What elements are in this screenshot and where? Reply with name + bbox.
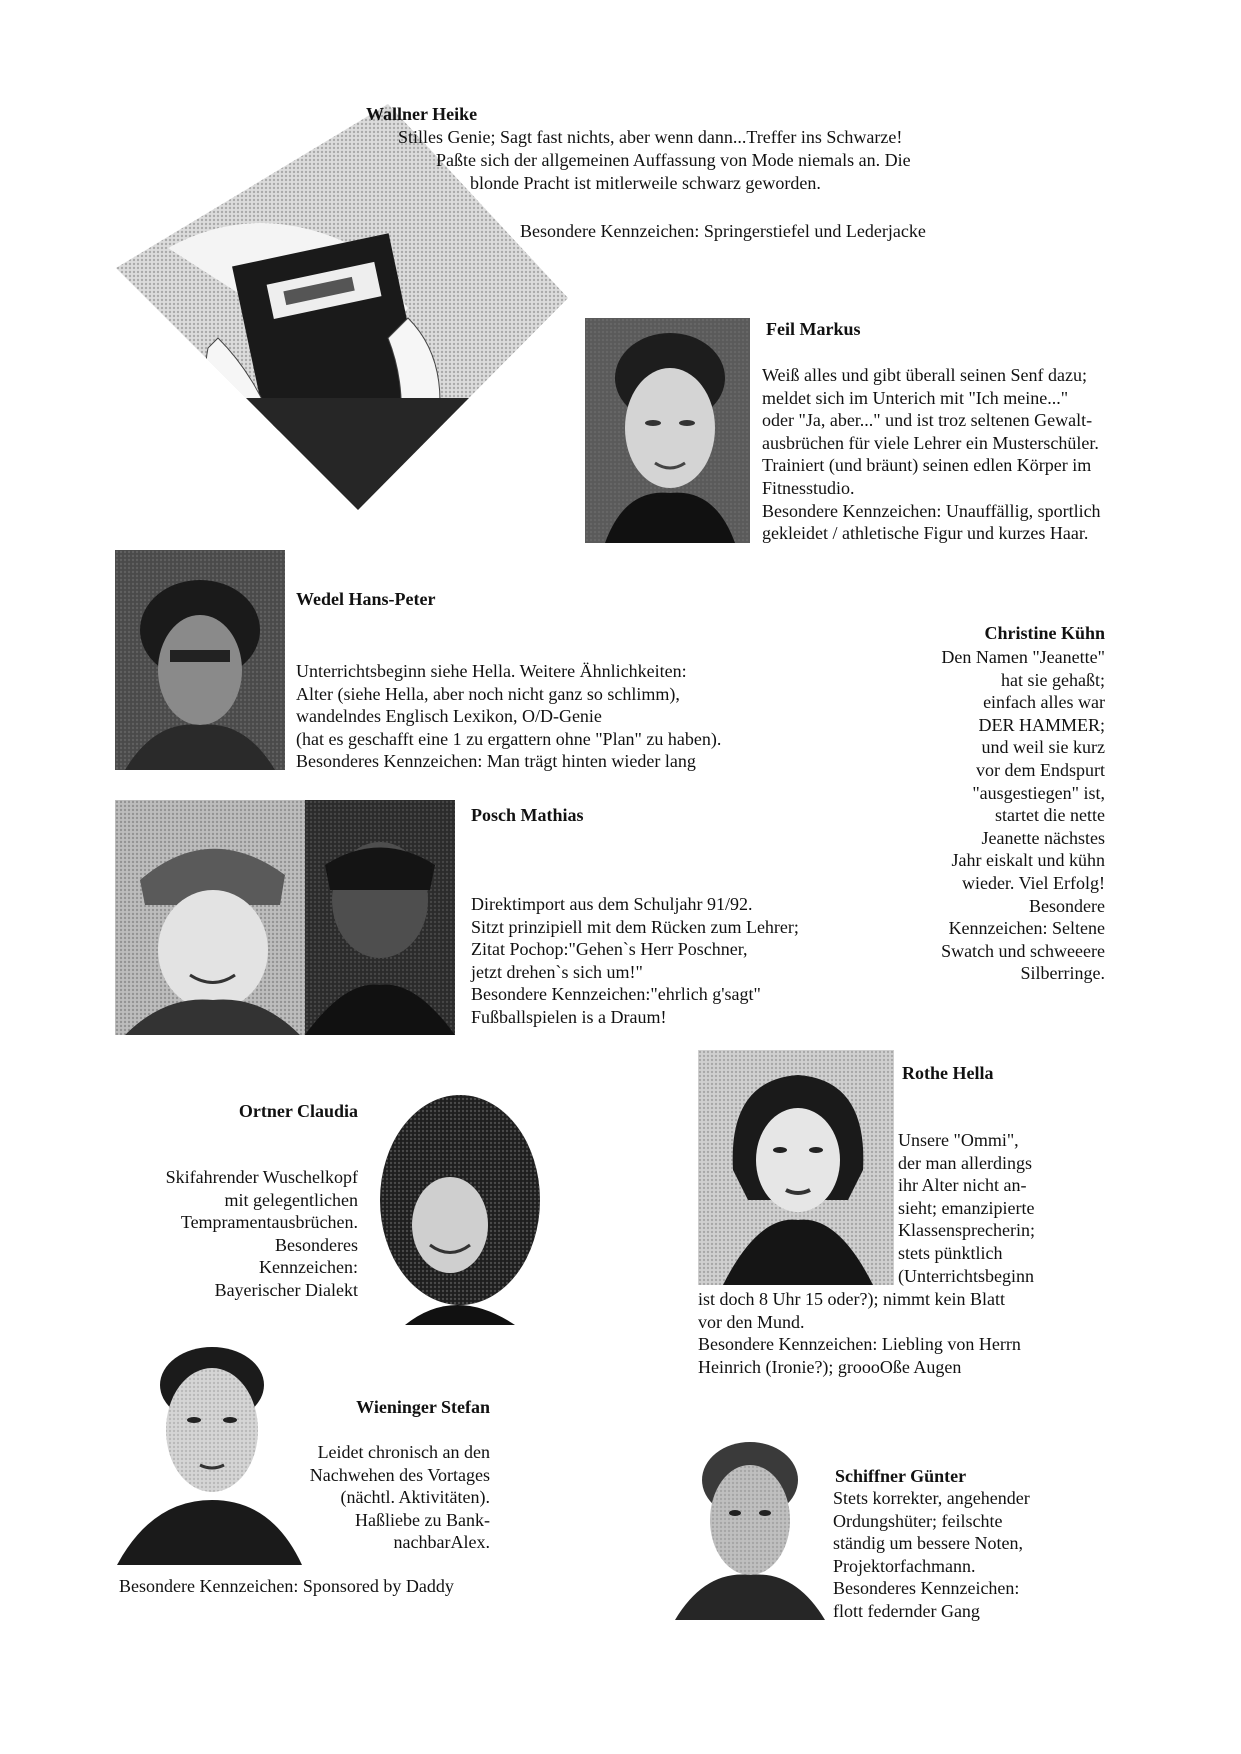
ortner-text [166,1166,358,1302]
text-line: Projektorfachmann. [833,1555,976,1576]
photo-wieninger-stefan [112,1325,307,1565]
text-line: Klassensprecherin; [898,1220,1035,1241]
text-line: startet die nette [995,805,1105,826]
text-line: wandelndes Englisch Lexikon, O/D-Genie [296,706,602,727]
text-line: mit gelegentlichen [224,1189,358,1210]
text-line: Swatch und schweeere [941,940,1105,961]
photo-ortner-claudia [365,1085,545,1325]
text-line: Besonderes Kennzeichen: [833,1578,1020,1599]
text-line: Leidet chronisch an den [317,1442,490,1462]
text-line: "ausgestiegen" ist, [972,782,1105,803]
text-line: Zitat Pochop:"Gehen`s Herr Poschner, [471,939,748,960]
text-line: Jahr eiskalt und kühn [951,850,1105,871]
text-line: jetzt drehen`s sich um!" [471,961,643,982]
text-line: Unterrichtsbeginn siehe Hella. Weitere Ähnlichkeiten: [296,661,687,681]
photo-wedel-hans-peter [115,550,285,770]
text-line: Sitzt prinzipiell mit dem Rücken zum Lehrer; [471,916,799,937]
text-line: Besondere [1029,895,1105,916]
wallner-text-3 [470,172,821,195]
text-line: Weiß alles und gibt überall seinen Senf dazu; [762,365,1087,385]
text-line: Kennzeichen: [259,1257,358,1278]
photo-schiffner-guenter [675,1425,825,1620]
posch-text [471,893,799,1029]
kuehn-name: Christine Kühn [984,623,1105,643]
text-line: einfach alles war [983,692,1105,713]
text-line: ständig um bessere Noten, [833,1533,1023,1554]
schiffner-name: Schiffner Günter [835,1466,967,1486]
text-line: und weil sie kurz [981,737,1105,758]
text-line: stets pünktlich [898,1242,1003,1263]
wieninger-marks: Besondere Kennzeichen: Sponsored by Daddy [119,1576,454,1596]
text-line: Haßliebe zu Bank- [355,1509,490,1530]
text-line: blonde Pracht ist mitlerweile schwarz geworden. [470,173,821,193]
text-line: der man allerdings [898,1152,1032,1173]
wallner-name: Wallner Heike [366,104,478,124]
wieninger-text [310,1441,490,1554]
posch-name: Posch Mathias [471,805,584,825]
text-line: Fitnesstudio. [762,477,855,498]
text-line: Tempramentausbrüchen. [180,1212,358,1233]
text-line: Jeanette nächstes [981,827,1105,848]
feil-text [762,364,1101,545]
text-line: vor den Mund. [698,1311,805,1332]
feil-name: Feil Markus [766,319,861,339]
wieninger-name: Wieninger Stefan [356,1397,490,1417]
text-line: ihr Alter nicht an- [898,1175,1027,1196]
text-line: Besonderes [275,1234,358,1255]
text-line: flott federnder Gang [833,1600,980,1621]
text-line: ist doch 8 Uhr 15 oder?); nimmt kein Blatt [698,1289,1005,1309]
photo-feil-markus [585,318,750,543]
text-line: Unsere "Ommi", [898,1130,1019,1150]
text-line: hat sie gehaßt; [1001,669,1105,690]
kuehn-text [941,646,1105,985]
photo-posch-mathias-current [305,800,455,1035]
text-line: Nachwehen des Vortages [309,1464,490,1485]
text-line: (hat es geschafft eine 1 zu ergattern ohne "Plan" zu haben). [296,728,722,749]
text-line: Besondere Kennzeichen: Unauffällig, sportlich [762,500,1101,521]
text-line: meldet sich im Unterich mit "Ich meine..." [762,387,1069,408]
ortner-name: Ortner Claudia [238,1101,358,1121]
text-line: Silberringe. [1020,963,1105,984]
text-line: Skifahrender Wuschelkopf [165,1167,358,1187]
photo-posch-mathias-young [115,800,305,1035]
text-line: Ordungshüter; feilschte [833,1510,1003,1531]
text-line: nachbarAlex. [393,1532,490,1553]
text-line: Den Namen "Jeanette" [941,647,1105,667]
text-line: vor dem Endspurt [976,759,1105,780]
text-line: Kennzeichen: Seltene [948,918,1105,939]
photo-rothe-hella [698,1050,894,1285]
text-line: sieht; emanzipierte [898,1197,1035,1218]
wallner-marks: Besondere Kennzeichen: Springerstiefel und Lederjacke [520,221,926,241]
wallner-text [398,126,902,149]
rothe-name: Rothe Hella [902,1063,994,1083]
text-line: Besonderes Kennzeichen: Man trägt hinten wieder lang [296,751,696,772]
wedel-text [296,660,721,773]
text-line: gekleidet / athletische Figur und kurzes Haar. [762,523,1089,544]
text-line: Direktimport aus dem Schuljahr 91/92. [471,894,753,914]
text-line: Bayerischer Dialekt [214,1279,358,1300]
wallner-text-2 [436,149,911,172]
text-line: Heinrich (Ironie?); groooOße Augen [698,1356,962,1377]
text-line: wieder. Viel Erfolg! [961,872,1105,893]
wedel-name: Wedel Hans-Peter [296,589,436,609]
rothe-text-long [698,1288,1021,1378]
text-line: Trainiert (und bräunt) seinen edlen Körper im [762,455,1092,476]
text-line: DER HAMMER; [978,714,1105,735]
rothe-text-short [898,1129,1035,1287]
schiffner-text [833,1487,1030,1623]
text-line: Paßte sich der allgemeinen Auffassung von Mode niemals an. Die [436,150,911,170]
text-line: Stets korrekter, angehender [833,1488,1030,1508]
text-line: Fußballspielen is a Draum! [471,1006,667,1027]
text-line: oder "Ja, aber..." und ist troz seltenen Gewalt- [762,410,1093,431]
text-line: (nächtl. Aktivitäten). [340,1487,490,1508]
text-line: ausbrüchen für viele Lehrer ein Musterschüler. [762,432,1099,453]
text-line: Besondere Kennzeichen: Liebling von Herrn [698,1334,1021,1355]
text-line: (Unterrichtsbeginn [898,1265,1034,1286]
text-line: Besondere Kennzeichen:"ehrlich g'sagt" [471,984,761,1005]
text-line: Stilles Genie; Sagt fast nichts, aber wenn dann...Treffer ins Schwarze! [398,127,903,147]
text-line: Alter (siehe Hella, aber noch nicht ganz so schlimm), [296,683,680,704]
